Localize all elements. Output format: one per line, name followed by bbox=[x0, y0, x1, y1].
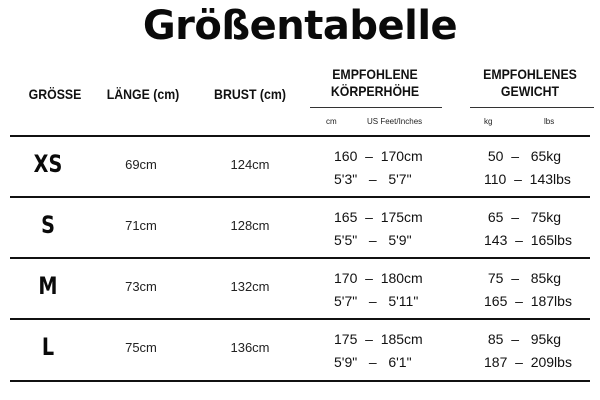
row-divider bbox=[10, 196, 590, 198]
weight-unit-kg: kg bbox=[484, 117, 493, 126]
height-column-header bbox=[322, 66, 428, 100]
chest-column-header: BRUST (cm) bbox=[214, 86, 286, 102]
weight-lbs-range: 187 – 209lbs bbox=[484, 354, 572, 370]
header-divider bbox=[10, 135, 590, 137]
height-ft-range: 5'3" – 5'7" bbox=[334, 171, 412, 187]
table-bottom-rule bbox=[10, 380, 590, 382]
height-ft-range: 5'5" – 5'9" bbox=[334, 232, 412, 248]
size-label: L bbox=[41, 333, 55, 361]
length-column-header: LÄNGE (cm) bbox=[106, 86, 180, 102]
height-unit-us: US Feet/Inches bbox=[367, 117, 423, 126]
weight-column-header bbox=[473, 66, 587, 100]
size-label: S bbox=[41, 211, 55, 239]
weight-lbs-range: 165 – 187lbs bbox=[484, 293, 572, 309]
weight-kg-range: 85 – 95kg bbox=[484, 331, 562, 347]
height-header-line2: KÖRPERHÖHE bbox=[330, 83, 420, 99]
row-divider bbox=[10, 257, 590, 259]
chest-value: 124cm bbox=[230, 157, 270, 172]
weight-header-line2: GEWICHT bbox=[500, 83, 560, 99]
length-value: 73cm bbox=[125, 279, 157, 294]
page-title: Größentabelle bbox=[142, 3, 458, 49]
height-ft-range: 5'9" – 6'1" bbox=[334, 354, 412, 370]
height-unit-cm: cm bbox=[326, 117, 337, 126]
chest-value: 136cm bbox=[230, 340, 270, 355]
weight-unit-lbs: lbs bbox=[544, 117, 555, 126]
weight-kg-range: 50 – 65kg bbox=[484, 148, 562, 164]
size-column-header: GRÖSSE bbox=[28, 86, 82, 102]
length-value: 71cm bbox=[125, 218, 157, 233]
weight-header-line1: EMPFOHLENES bbox=[483, 66, 577, 82]
length-value: 75cm bbox=[125, 340, 157, 355]
weight-lbs-range: 110 – 143lbs bbox=[484, 171, 571, 187]
chest-value: 132cm bbox=[230, 279, 270, 294]
weight-kg-range: 75 – 85kg bbox=[484, 270, 562, 286]
height-cm-range: 170 – 180cm bbox=[334, 270, 423, 286]
height-cm-range: 175 – 185cm bbox=[334, 331, 423, 347]
weight-lbs-range: 143 – 165lbs bbox=[484, 232, 572, 248]
height-cm-range: 165 – 175cm bbox=[334, 209, 423, 225]
weight-kg-range: 65 – 75kg bbox=[484, 209, 562, 225]
height-cm-range: 160 – 170cm bbox=[334, 148, 423, 164]
height-header-line1: EMPFOHLENE bbox=[332, 66, 418, 82]
size-label: M bbox=[38, 272, 58, 300]
height-subheader-rule bbox=[310, 107, 442, 108]
height-ft-range: 5'7" – 5'11" bbox=[334, 293, 419, 309]
size-label: XS bbox=[33, 150, 63, 178]
weight-subheader-rule bbox=[470, 107, 594, 108]
row-divider bbox=[10, 318, 590, 320]
chest-value: 128cm bbox=[230, 218, 270, 233]
length-value: 69cm bbox=[125, 157, 157, 172]
